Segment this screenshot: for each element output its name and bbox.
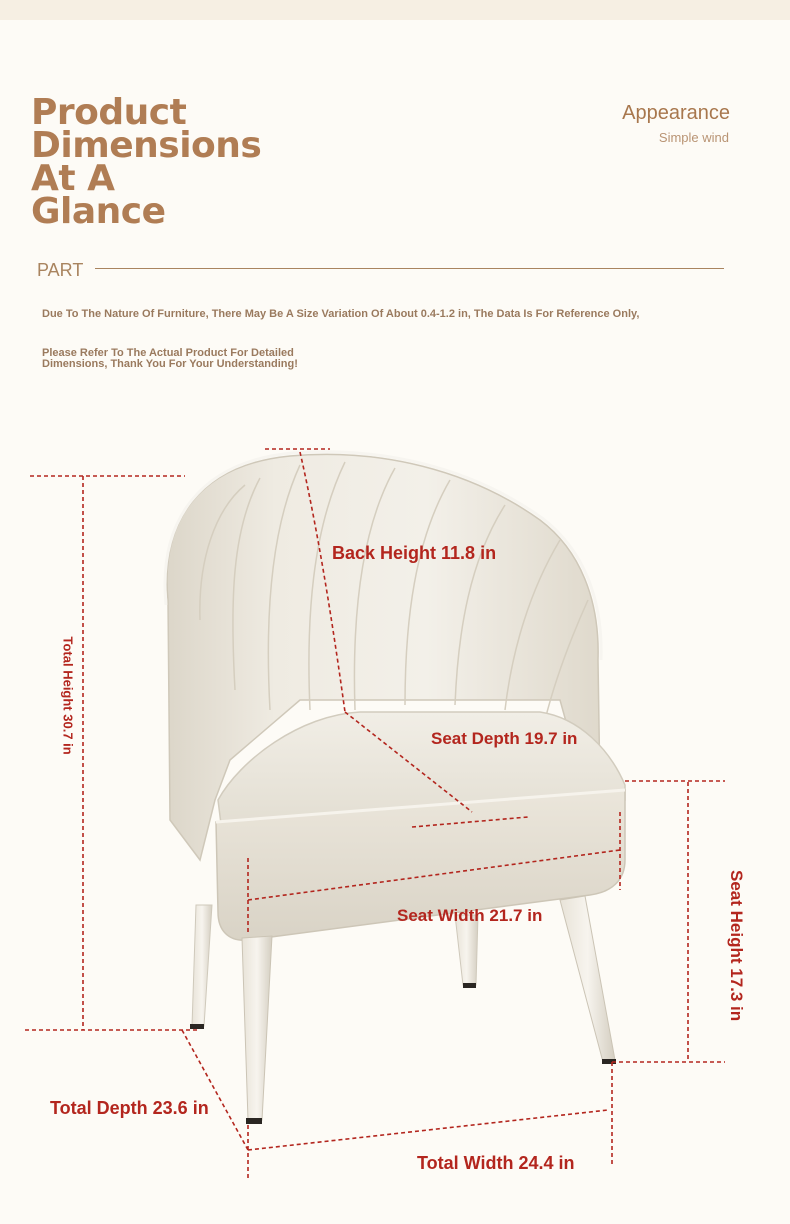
appearance-subheading: Simple wind [658,130,729,145]
back-leg-left-foot [190,1024,204,1029]
front-leg-left-foot [246,1118,262,1124]
seat-depth-label: Seat Depth 19.7 in [431,729,578,748]
reference-note: Please Refer To The Actual Product For Detailed Dimensions, Thank You For Your Understanding! [42,347,298,370]
back-leg-left [192,905,212,1026]
total-width-line [248,1110,608,1150]
title-line-3: At A [31,158,115,199]
total-depth-label: Total Depth 23.6 in [50,1098,209,1118]
total-depth-line [182,1030,248,1150]
seat-width-label: Seat Width 21.7 in [397,906,543,925]
total-width-label: Total Width 24.4 in [417,1153,575,1173]
size-variation-note: Due To The Nature Of Furniture, There May Be A Size Variation Of About 0.4-1.2 in, The Data Is For Reference Only, [42,308,640,320]
back-height-label: Back Height 11.8 in [332,543,497,563]
seat-height-label: Seat Height 17.3 in [727,870,746,1022]
appearance-heading: Appearance [622,102,730,124]
title-line-1: Product [31,92,187,133]
total-height-label: Total Height 30.7 in [60,636,76,755]
front-leg-right [560,896,615,1062]
title-line-4: Glance [31,191,166,232]
front-leg-left [242,936,272,1120]
title-line-2: Dimensions [31,125,262,166]
back-leg-right-foot [463,983,476,988]
section-label: PART [37,260,84,280]
